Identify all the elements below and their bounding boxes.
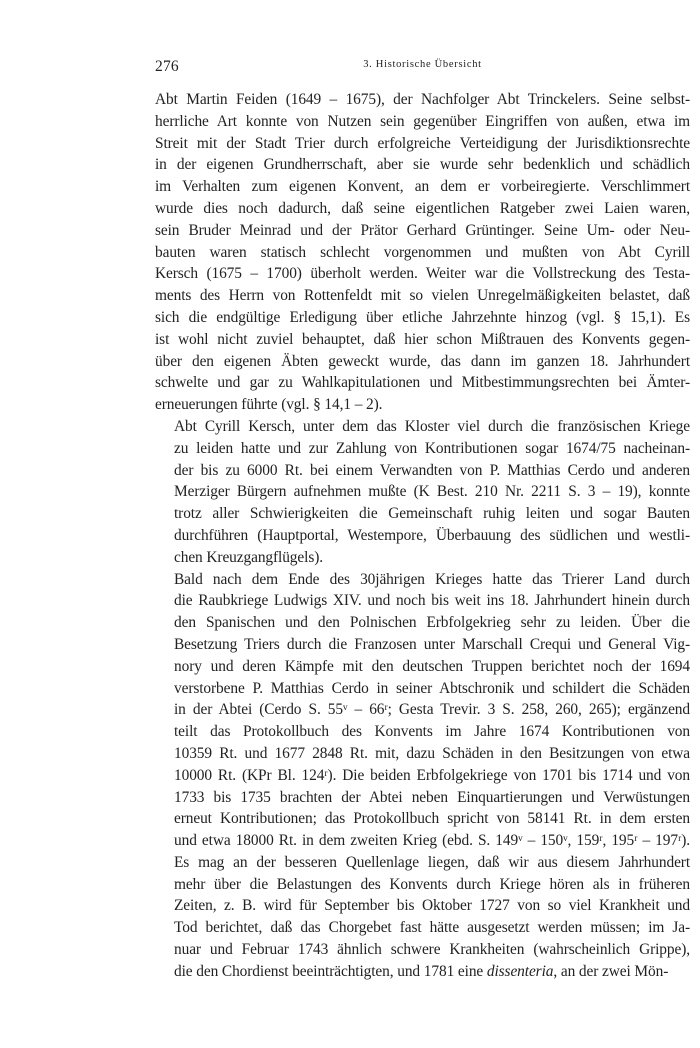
- text-line: nuar und Februar 1743 ähnlich schwere Krankheiten (wahrscheinlich Grippe),: [174, 941, 690, 959]
- text-line: Besetzung Triers durch die Franzosen unter Marschall Crequi und General Vig-: [174, 635, 690, 653]
- running-title: 3. Historische Übersicht: [363, 59, 482, 70]
- text-line: zu leiden hatte und zur Zahlung von Kontributionen sogar 1674/75 nacheinan-: [174, 439, 690, 457]
- main-text: [155, 89, 690, 983]
- text-line: trotz aller Schwierigkeiten die Gemeinschaft ruhig leiten und sogar Bauten: [174, 505, 690, 523]
- text-line: in der Abtei (Cerdo S. 55ᵛ – 66ʳ; Gesta Trevir. 3 S. 258, 260, 265); ergänzend: [174, 701, 690, 719]
- text-segment: , an der zwei Mön-: [553, 962, 669, 980]
- text-line: [155, 961, 690, 983]
- text-line: sein Bruder Meinrad und der Prätor Gerhard Grüntinger. Seine Um- oder Neu-: [155, 221, 690, 239]
- text-line: 10000 Rt. (KPr Bl. 124ʳ). Die beiden Erbfolgekriege von 1701 bis 1714 und von: [174, 766, 690, 784]
- text-line: sich die endgültige Erledigung über etliche Jahrzehnte hinzog (vgl. § 15,1). Es: [155, 308, 690, 326]
- text-line: Bald nach dem Ende des 30jährigen Krieges hatte das Trierer Land durch: [174, 570, 690, 588]
- text-line: mehr über die Belastungen des Konvents durch Kriege hören als in früheren: [174, 875, 690, 893]
- text-line: Merziger Bürgern aufnehmen mußte (K Best. 210 Nr. 2211 S. 3 – 19), konnte: [174, 483, 690, 501]
- text-line: verstorbene P. Matthias Cerdo in seiner Abtschronik und schildert die Schäden: [174, 679, 690, 697]
- text-line: nory und deren Kämpfe mit den deutschen Truppen berichtet noch der 1694: [174, 657, 690, 675]
- running-header: [155, 58, 690, 78]
- emphasized-term: dissenteria: [486, 962, 554, 980]
- page-number: 276: [155, 58, 179, 75]
- text-line: ist wohl nicht zuviel behauptet, daß hier schon Mißtrauen des Konvents gegen-: [155, 330, 690, 348]
- text-line: ments des Herrn von Rottenfeldt mit so vielen Unregelmäßigkeiten belastet, daß: [155, 287, 690, 305]
- text-line: Es mag an der besseren Quellenlage liegen, daß wir aus diesem Jahrhundert: [174, 853, 690, 871]
- text-line: durchführen (Hauptportal, Westempore, Überbauung des südlichen und westli-: [174, 526, 690, 544]
- text-line: Zeiten, z. B. wird für September bis Oktober 1727 von so viel Krankheit und: [174, 897, 690, 915]
- text-line: chen Kreuzgangflügels).: [174, 548, 323, 566]
- text-line: im Verhalten zum eigenen Konvent, an dem er vorbeiregierte. Verschlimmert: [155, 178, 690, 196]
- text-line: bauten waren statisch schlecht vorgenommen und mußten von Abt Cyrill: [155, 243, 690, 261]
- text-line: Kersch (1675 – 1700) überholt werden. Weiter war die Vollstreckung des Testa-: [155, 265, 690, 283]
- text-line: teilt das Protokollbuch des Konvents im Jahre 1674 Kontributionen von: [174, 723, 690, 741]
- text-line: Streit mit der Stadt Trier durch erfolgreiche Verteidigung der Jurisdiktionsrechte: [155, 134, 690, 152]
- text-line: erneut Kontributionen; das Protokollbuch spricht von 58141 Rt. in dem ersten: [174, 810, 690, 828]
- text-line: 10359 Rt. und 1677 2848 Rt. mit, dazu Schäden in den Besitzungen von etwa: [174, 744, 690, 762]
- text-line: und etwa 18000 Rt. in dem zweiten Krieg (ebd. S. 149ᵛ – 150ᵛ, 159ʳ, 195ʳ – 197ʳ).: [174, 832, 690, 850]
- text-line: über den eigenen Äbten geweckt wurde, das dann im ganzen 18. Jahrhundert: [155, 352, 690, 370]
- text-line: den Spanischen und den Polnischen Erbfolgekrieg sehr zu leiden. Über die: [174, 614, 690, 632]
- paragraph-1: [155, 89, 690, 416]
- text-line: die Raubkriege Ludwigs XIV. und noch bis weit ins 18. Jahrhundert hinein durch: [174, 592, 690, 610]
- text-line: der bis zu 6000 Rt. bei einem Verwandten von P. Matthias Cerdo und anderen: [174, 461, 690, 479]
- text-line: 1733 bis 1735 brachten der Abtei neben Einquartierungen und Verwüstungen: [174, 788, 690, 806]
- paragraph-3: [155, 569, 690, 983]
- paragraph-2: [155, 416, 690, 569]
- text-line: Abt Martin Feiden (1649 – 1675), der Nachfolger Abt Trinckelers. Seine selbst-: [155, 91, 690, 108]
- text-line: Abt Cyrill Kersch, unter dem das Kloster viel durch die französischen Kriege: [174, 417, 690, 435]
- text-line: herrliche Art konnte von Nutzen sein gegenüber Eingriffen von außen, etwa im: [155, 112, 690, 130]
- text-line: Tod berichtet, daß das Chorgebet fast hätte ausgesetzt werden müssen; im Ja-: [174, 919, 690, 937]
- text-line: in der eigenen Grundherrschaft, aber sie wurde sehr bedenklich und schädlich: [155, 156, 690, 174]
- text-line: wurde dies noch dadurch, daß seine eigentlichen Ratgeber zwei Laien waren,: [155, 199, 690, 217]
- text-segment: die den Chordienst beeinträchtigten, und 1781 eine: [174, 962, 487, 980]
- text-line: erneuerungen führte (vgl. § 14,1 – 2).: [155, 396, 383, 414]
- text-line: schwelte und gar zu Wahlkapitulationen und Mitbestimmungsrechten bei Ämter-: [155, 374, 690, 392]
